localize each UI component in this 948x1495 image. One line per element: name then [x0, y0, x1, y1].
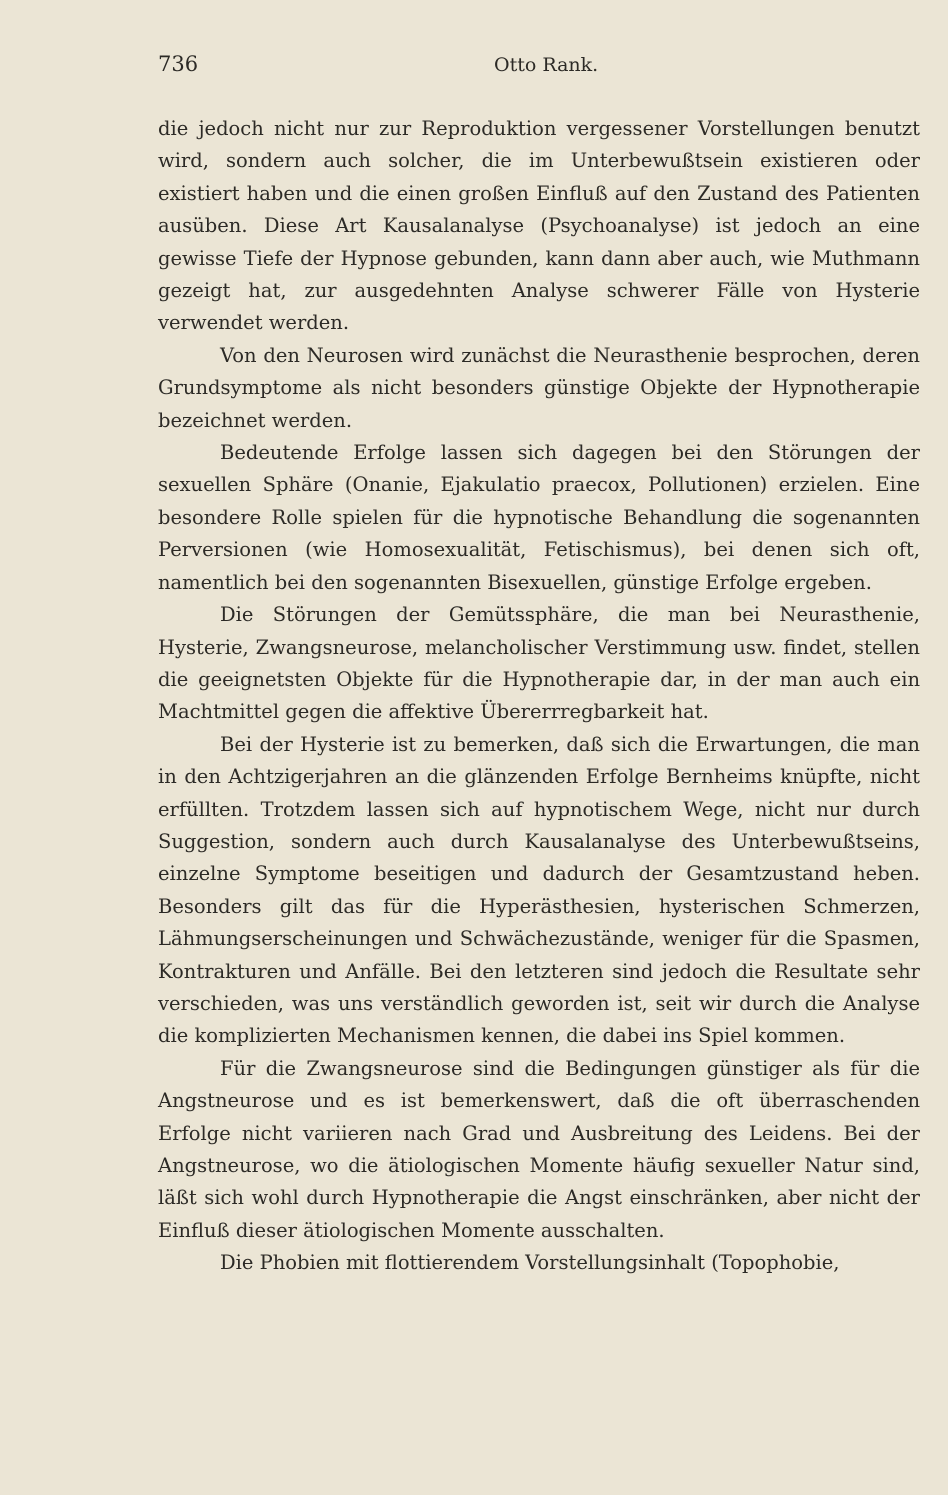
paragraph: die jedoch nicht nur zur Reproduktion vergessener Vorstellungen benutzt wird, sondern auch solcher, die im Unterbewußtsein existieren oder existiert haben und die einen großen Einfluß auf den Zustand des Patienten ausüben. Diese Art Kausalanalyse (Psychoanalyse) ist jedoch an eine gewisse Tiefe der Hypnose gebunden, kann dann aber auch, wie Muthmann gezeigt hat, zur ausgedehnten Analyse schwerer Fälle von Hysterie verwendet werden. [158, 117, 920, 335]
paragraph: Die Phobien mit flottierendem Vorstellungsinhalt (Topophobie, [220, 1251, 840, 1275]
page-number: 736 [158, 52, 199, 76]
paragraph: Die Störungen der Gemütssphäre, die man bei Neurasthenie, Hysterie, Zwangsneurose, melancholischer Verstimmung usw. findet, stellen die geeignetsten Objekte für die Hypnotherapie dar, in der man auch ein Machtmittel gegen die affektive Übererrregbarkeit hat. [158, 603, 920, 724]
paragraph: Von den Neurosen wird zunächst die Neurasthenie besprochen, deren Grundsymptome als nicht besonders günstige Objekte der Hypnotherapie bezeichnet werden. [158, 343, 920, 432]
paragraph: Für die Zwangsneurose sind die Bedingungen günstiger als für die Angstneurose und es ist bemerkenswert, daß die oft überraschenden Erfolge nicht variieren nach Grad und Ausbreitung des Leidens. Bei der Angstneurose, wo die ätiologischen Momente häufig sexueller Natur sind, läßt sich wohl durch Hypnotherapie die Angst einschränken, aber nicht der Einfluß dieser ätiologischen Momente ausschalten. [158, 1056, 920, 1242]
body-text [158, 113, 920, 1280]
paragraph: Bei der Hysterie ist zu bemerken, daß sich die Erwartungen, die man in den Achtzigerjahren an die glänzenden Erfolge Bernheims knüpfte, nicht erfüllten. Trotzdem lassen sich auf hypnotischem Wege, nicht nur durch Suggestion, sondern auch durch Kausalanalyse des Unterbewußtseins, einzelne Symptome beseitigen und dadurch der Gesamtzustand heben. Besonders gilt das für die Hyperästhesien, hysterischen Schmerzen, Lähmungserscheinungen und Schwächezustände, weniger für die Spasmen, Kontrakturen und Anfälle. Bei den letzteren sind jedoch die Resultate sehr verschieden, was uns verständlich geworden ist, seit wir durch die Analyse die komplizierten Mechanismen kennen, die dabei ins Spiel kommen. [158, 732, 920, 1048]
paragraph: Bedeutende Erfolge lassen sich dagegen bei den Störungen der sexuellen Sphäre (Onanie, Ejakulatio praecox, Pollutionen) erzielen. Eine besondere Rolle spielen für die hypnotische Behandlung die sogenannten Perversionen (wie Homosexualität, Fetischismus), bei denen sich oft, namentlich bei den sogenannten Bisexuellen, günstige Erfolge ergeben. [158, 441, 920, 594]
running-head: Otto Rank. [494, 54, 599, 76]
page-header [158, 52, 920, 82]
